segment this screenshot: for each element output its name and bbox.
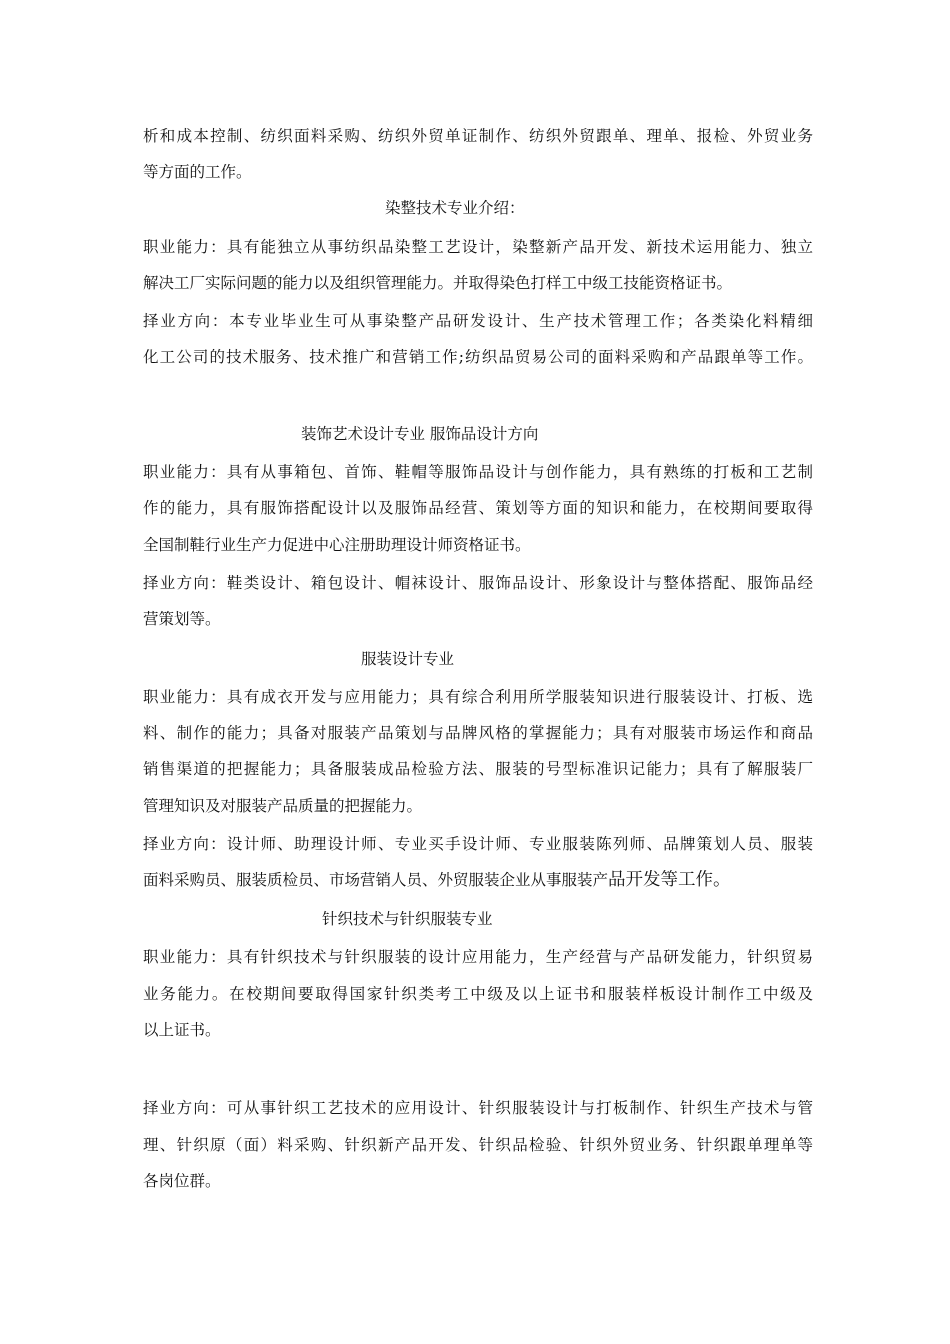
- section-heading-decoration: 装饰艺术设计专业 服饰品设计方向: [301, 425, 539, 443]
- career-text-part: 面料采购员、服装质检员、市场营销人员、外贸服装企业从事服装产: [143, 871, 609, 889]
- paragraph-line: 化工公司的技术服务、技术推广和营销工作;纺织品贸易公司的面料采购和产品跟单等工作。: [143, 348, 813, 366]
- paragraph-line: 职业能力：具有成衣开发与应用能力；具有综合利用所学服装知识进行服装设计、打板、选: [143, 688, 813, 706]
- paragraph-line: 职业能力：具有从事箱包、首饰、鞋帽等服饰品设计与创作能力，具有熟练的打板和工艺制: [143, 463, 813, 481]
- paragraph-line: 职业能力：具有能独立从事纺织品染整工艺设计，染整新产品开发、新技术运用能力、独立: [143, 238, 813, 256]
- paragraph-line: 全国制鞋行业生产力促进中心注册助理设计师资格证书。: [143, 536, 531, 554]
- paragraph-line: 各岗位群。: [143, 1172, 221, 1190]
- section-heading-fashion: 服装设计专业: [361, 650, 455, 668]
- paragraph-line: 营策划等。: [143, 610, 221, 628]
- paragraph-line: 择业方向：鞋类设计、箱包设计、帽袜设计、服饰品设计、形象设计与整体搭配、服饰品经: [143, 574, 813, 592]
- paragraph-line: 等方面的工作。: [143, 163, 252, 181]
- paragraph-line: [143, 870, 813, 890]
- career-text-part-large: 品开发等工作。: [608, 870, 731, 890]
- paragraph-line: 析和成本控制、纺织面料采购、纺织外贸单证制作、纺织外贸跟单、理单、报检、外贸业务: [143, 127, 813, 145]
- paragraph-line: 理、针织原（面）料采购、针织新产品开发、针织品检验、针织外贸业务、针织跟单理单等: [143, 1136, 813, 1154]
- section-heading-knitting: 针织技术与针织服装专业: [322, 910, 493, 928]
- paragraph-line: 业务能力。在校期间要取得国家针织类考工中级及以上证书和服装样板设计制作工中级及: [143, 985, 813, 1003]
- paragraph-line: 择业方向：可从事针织工艺技术的应用设计、针织服装设计与打板制作、针织生产技术与管: [143, 1099, 813, 1117]
- paragraph-line: 解决工厂实际问题的能力以及组织管理能力。并取得染色打样工中级工技能资格证书。: [143, 274, 733, 292]
- paragraph-line: 职业能力：具有针织技术与针织服装的设计应用能力，生产经营与产品研发能力，针织贸易: [143, 948, 813, 966]
- section-heading-dyeing: 染整技术专业介绍：: [385, 199, 525, 217]
- paragraph-line: 择业方向：本专业毕业生可从事染整产品研发设计、生产技术管理工作；各类染化料精细: [143, 312, 813, 330]
- paragraph-line: 择业方向：设计师、助理设计师、专业买手设计师、专业服装陈列师、品牌策划人员、服装: [143, 835, 813, 853]
- paragraph-line: 以上证书。: [143, 1021, 221, 1039]
- paragraph-line: 销售渠道的把握能力；具备服装成品检验方法、服装的号型标准识记能力；具有了解服装厂: [143, 760, 813, 778]
- paragraph-line: 作的能力，具有服饰搭配设计以及服饰品经营、策划等方面的知识和能力，在校期间要取得: [143, 499, 813, 517]
- paragraph-line: 料、制作的能力；具备对服装产品策划与品牌风格的掌握能力；具有对服装市场运作和商品: [143, 724, 813, 742]
- paragraph-line: 管理知识及对服装产品质量的把握能力。: [143, 797, 423, 815]
